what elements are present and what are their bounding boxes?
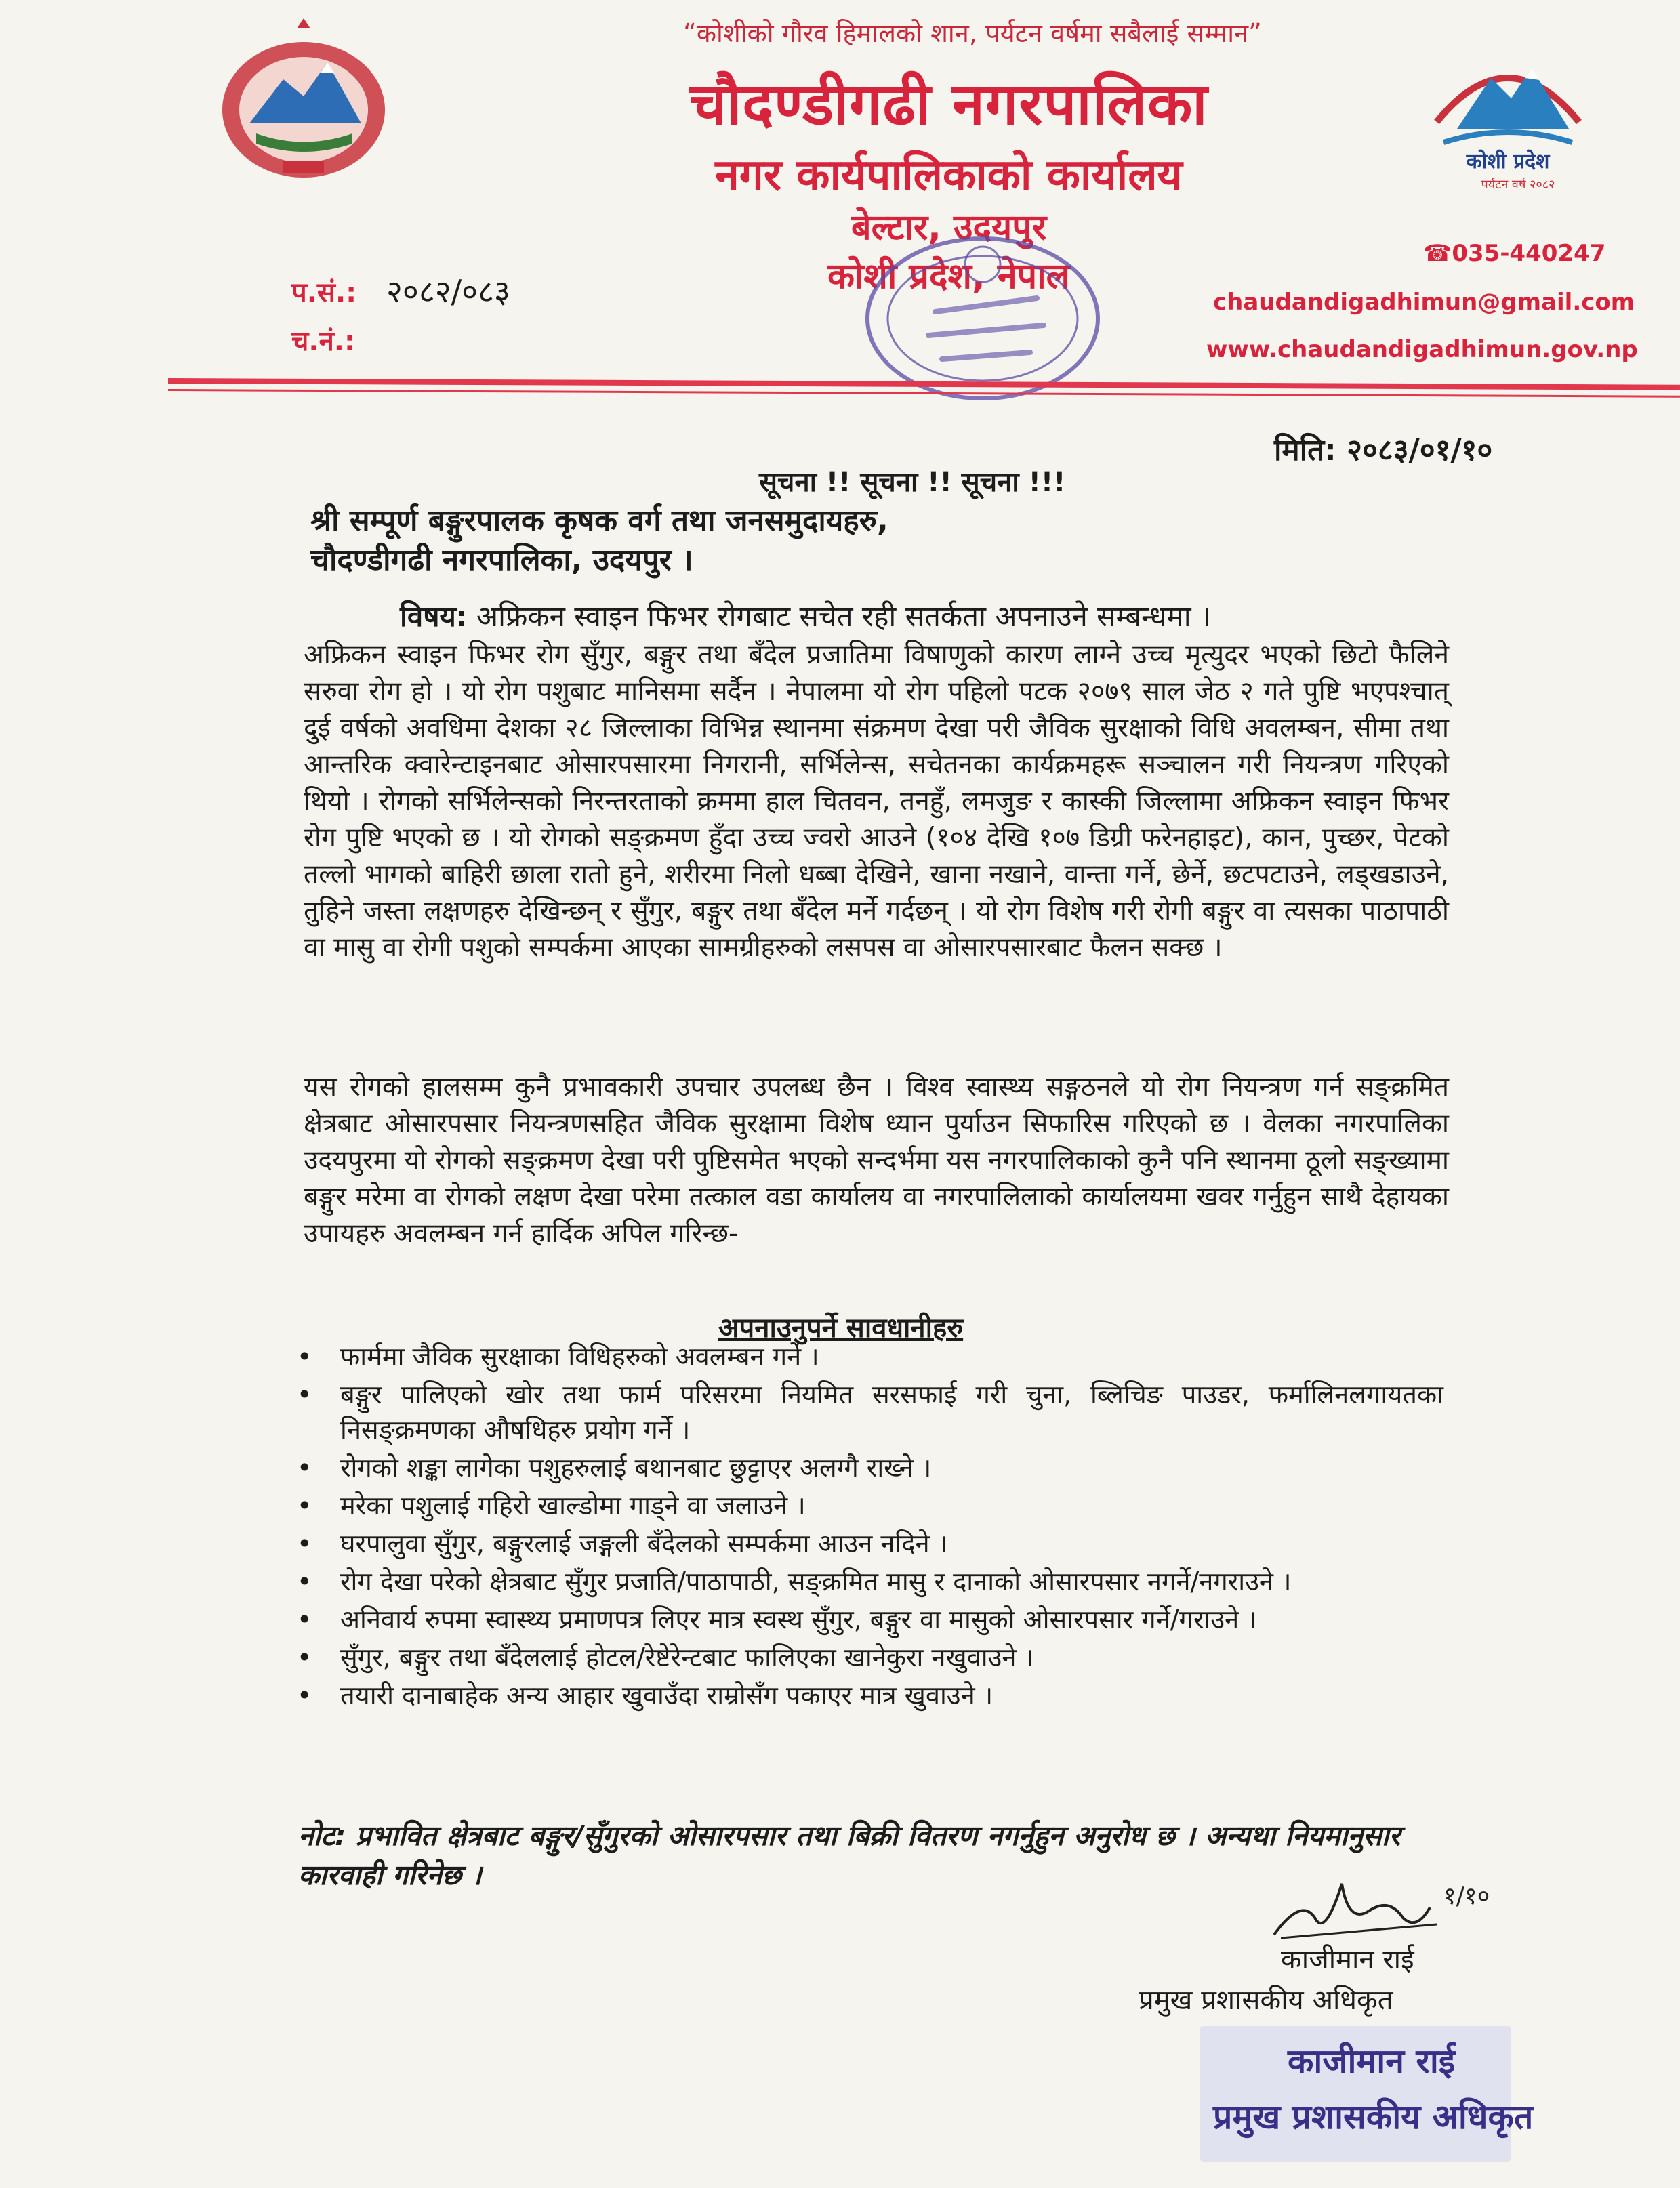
tagline: “कोशीको गौरव हिमालको शान, पर्यटन वर्षमा सबैलाई सम्मान” (683, 18, 1262, 48)
phone-number: ☎035-440247 (1423, 240, 1606, 267)
list-item (291, 1339, 1443, 1374)
address-line1: बेल्टार, उदयपुर (851, 207, 1047, 248)
koshi-province-logo (1423, 41, 1593, 197)
body-paragraph-2: यस रोगको हालसम्म कुनै प्रभावकारी उपचार उपलब्ध छैन । विश्व स्वास्थ्य सङ्गठनले यो रोग नियन्त्रण गर्न सङ्क्रमित क्षेत्रबाट ओसारपसार नियन्त्रणसहित जैविक सुरक्षामा विशेष ध्यान पुर्याउन सिफारिस गरिएको छ । वेलका नगरपालिका उदयपुरमा यो रोगको सङ्क्रमण देखा परी पुष्टिसमेत भएको सन्दर्भमा यस नगरपालिकाको कुनै पनि स्थानमा ठूलो सङ्ख्यामा बङ्गुर मरेमा वा रोगको लक्षण देखा परेमा तत्काल वडा कार्यालय वा नगरपालिलाको कार्यालयमा खवर गर्नुहुन साथै देहायका उपायहरु अवलम्बन गर्न हार्दिक अपिल गरिन्छ- (304, 1072, 1449, 1249)
notice-heading: सूचना !! सूचना !! सूचना !!! (759, 467, 1066, 498)
signatory-title: प्रमुख प्रशासकीय अधिकृत (1139, 1985, 1393, 2016)
list-item-text: घरपालुवा सुँगुर, बङ्गुरलाई जङ्गली बँदेलको सम्पर्कमा आउन नदिने । (340, 1529, 948, 1559)
seal-title: प्रमुख प्रशासकीय अधिकृत (1213, 2097, 1534, 2137)
subject-label: विषय: (400, 600, 468, 633)
bullet-icon: • (297, 1529, 312, 1559)
bullet-icon: • (297, 1605, 312, 1634)
bullet-icon: • (297, 1453, 312, 1483)
list-item-text: बङ्गुर पालिएको खोर तथा फार्म परिसरमा नियमित सरसफाई गरी चुना, ब्लिचिङ पाउडर, फर्मालिनलगायतका निसङ्क्रमणका औषधिहरु प्रयोग गर्ने । (340, 1380, 1443, 1445)
note-text: प्रभावित क्षेत्रबाट बङ्गुर/सुँगुरको ओसारपसार तथा बिक्री वितरण नगर्नुहुन अनुरोध छ । अन्यथा नियमानुसार कारवाही गरिनेछ । (298, 1819, 1401, 1891)
dispatch-number-label: च.नं.: (291, 326, 355, 357)
notice-date: मिति: २०८३/०१/१० (1274, 433, 1493, 468)
bullet-icon: • (297, 1491, 312, 1521)
reference-number-value: २०८२/०८३ (386, 273, 510, 310)
list-item (291, 1678, 1443, 1713)
bullet-icon: • (297, 1567, 312, 1596)
list-item (291, 1526, 1443, 1561)
list-item (291, 1602, 1443, 1637)
list-item-text: मरेका पशुलाई गहिरो खाल्डोमा गाड्ने वा जलाउने । (340, 1491, 806, 1521)
address-line2: कोशी प्रदेश, नेपाल (827, 256, 1070, 297)
seal-name: काजीमान राई (1288, 2042, 1456, 2081)
body-paragraph-1: अफ्रिकन स्वाइन फिभर रोग सुँगुर, बङ्गुर तथा बँदेल प्रजातिमा विषाणुको कारण लाग्ने उच्च मृत्युदर भएको छिटो फैलिने सरुवा रोग हो । यो रोग पशुबाट मानिसमा सर्दैन । नेपालमा यो रोग पहिलो पटक २०७९ साल जेठ २ गते पुष्टि भएपश्चात् दुई वर्षको अवधिमा देशका २८ जिल्लाका विभिन्न स्थानमा संक्रमण देखा परी जैविक सुरक्षाको विधि अवलम्बन, सीमा तथा आन्तरिक क्वारेन्टाइनबाट ओसारपसारमा निगरानी, सर्भिलेन्स, सचेतनका कार्यक्रमहरू सञ्चालन गरी नियन्त्रण गरिएको थियो । रोगको सर्भिलेन्सको निरन्तरताको क्रममा हाल चितवन, तनहुँ, लमजुङ र कास्की जिल्लामा अफ्रिकन स्वाइन फिभर रोग पुष्टि भएको छ । यो रोगको सङ्क्रमण हुँदा उच्च ज्वरो आउने (१०४ देखि १०७ डिग्री फरेनहाइट), कान, पुच्छर, पेटको तल्लो भागको बाहिरी छाला रातो हुने, शरीरमा निलो धब्बा देखिने, खाना नखाने, वान्ता गर्ने, छेर्ने, छटपटाउने, लड्खडाउने, तुहिने जस्ता लक्षणहरु देखिन्छन् र सुँगुर, बङ्गुर तथा बँदेल मर्ने गर्दछन् । यो रोग विशेष गरी रोगी बङ्गुर वा त्यसका पाठापाठी वा मासु वा रोगी पशुको सम्पर्कमा आएका सामग्रीहरुको लसपस वा ओसारपसारबाट फैलन सक्छ । (304, 640, 1449, 963)
signatory-name: काजीमान राई (1281, 1944, 1414, 1975)
list-item-text: रोग देखा परेको क्षेत्रबाट सुँगुर प्रजाति/पाठापाठी, सङ्क्रमित मासु र दानाको ओसारपसार नगर्ने/नगराउने । (340, 1567, 1292, 1596)
list-item (291, 1488, 1443, 1523)
recipient-line1: श्री सम्पूर्ण बङ्गुरपालक कृषक वर्ग तथा जनसमुदायहरु, (310, 503, 888, 538)
bullet-icon: • (297, 1380, 312, 1409)
list-item-text: सुँगुर, बङ्गुर तथा बँदेललाई होटल/रेष्टेरेन्टबाट फालिएका खानेकुरा नखुवाउने । (340, 1643, 1034, 1672)
nepal-emblem-icon (202, 15, 405, 184)
list-item (291, 1640, 1443, 1675)
list-item (291, 1377, 1443, 1447)
bullet-icon: • (297, 1643, 312, 1672)
recipient-line2: चौदण्डीगढी नगरपालिका, उदयपुर । (310, 543, 693, 577)
list-item (291, 1564, 1443, 1599)
list-item-text: रोगको शङ्का लागेका पशुहरुलाई बथानबाट छुट्टाएर अलग्गै राख्ने । (340, 1453, 932, 1483)
bullet-icon: • (297, 1680, 312, 1710)
province-logo-text: कोशी प्रदेश (1466, 150, 1550, 173)
reference-number-label: प.सं.: (291, 277, 357, 308)
precautions-list (291, 1339, 1443, 1716)
bullet-icon: • (297, 1342, 312, 1371)
website-address: www.chaudandigadhimun.gov.np (1206, 336, 1638, 363)
list-item-text: अनिवार्य रुपमा स्वास्थ्य प्रमाणपत्र लिएर मात्र स्वस्थ सुँगुर, बङ्गुर वा मासुको ओसारपसार गर्ने/गराउने । (340, 1605, 1257, 1634)
list-item-text: फार्ममा जैविक सुरक्षाका विधिहरुको अवलम्बन गर्ने । (340, 1342, 819, 1371)
list-item (291, 1450, 1443, 1485)
list-item-text: तयारी दानाबाहेक अन्य आहार खुवाउँदा राम्रोसँग पकाएर मात्र खुवाउने । (340, 1680, 993, 1710)
org-name: चौदण्डीगढी नगरपालिका (689, 70, 1208, 138)
province-logo-subtext: पर्यटन वर्ष २०८२ (1481, 178, 1555, 192)
subject-line (400, 596, 1211, 635)
precautions-title: अपनाउनुपर्ने सावधानीहरु (718, 1313, 964, 1344)
email-address: chaudandigadhimun@gmail.com (1213, 289, 1635, 316)
subject-text: अफ्रिकन स्वाइन फिभर रोगबाट सचेत रही सतर्कता अपनाउने सम्बन्धमा । (467, 600, 1211, 633)
signature-date: १/१० (1443, 1882, 1490, 1910)
office-name: नगर कार्यपालिकाको कार्यालय (715, 150, 1183, 201)
note-label: नोट: (298, 1819, 346, 1852)
